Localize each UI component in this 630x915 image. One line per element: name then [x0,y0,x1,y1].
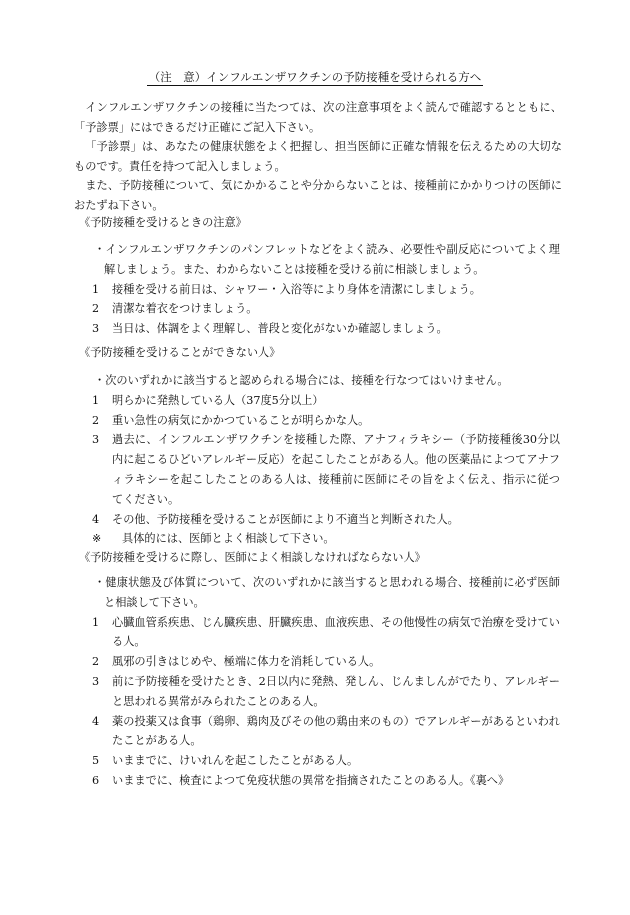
section1-item-number: 2 [92,302,100,316]
section3-item [90,672,560,712]
section2-item-text: 明らかに発熱している人（37度5分以上） [112,393,324,407]
section3-item-number: 4 [92,714,100,728]
section3-item-text: 薬の投薬又は食事（鶏卵、鶏肉及びその他の鶏由来のもの）でアレルギーがあるといわれたことがある人。 [112,714,560,748]
section3-item [90,751,560,771]
section1-item-number: 1 [92,282,100,296]
section2-item-number: 1 [92,393,100,407]
section1-body [90,240,560,339]
section3-body [90,573,560,791]
section1-heading: 《予防接種を受けるときの注意》 [79,216,247,229]
document-title [0,69,630,85]
section2-item [90,430,560,509]
section3-item [90,613,560,653]
section2-item-text: 過去に、インフルエンザワクチンを接種した際、アナフィラキシー（予防接種後30分以内に起こるひどいアレルギー反応）を起こしたことがある人。他の医薬品によつてアナフィラキシーを起こしたことのある人は、接種前に医師にその旨をよく伝え、指示に従つてください。 [112,433,560,506]
section2-item-text: その他、予防接種を受けることが医師により不適当と判断された人。 [112,512,459,526]
section1-bullet: ・インフルエンザワクチンのパンフレットなどをよく読み、必要性や副反応についてよく理解しましょう。また、わからないことは接種を受ける前に相談しましょう。 [94,243,560,276]
section2-item-number: 3 [92,433,100,447]
section3-item [90,652,560,672]
section3-item-number: 5 [92,754,100,768]
section3-item-text: いままでに、検査によつて免疫状態の異常を指摘されたことのある人。《裏へ》 [112,773,510,787]
section3-item-text: 前に予防接種を受けたとき、2日以内に発熱、発しん、じんましんがでたり、アレルギーと思われる異常がみられたことのある人。 [112,674,560,708]
section2-item [90,411,560,431]
intro-paragraphs [74,98,562,215]
section2-body [90,371,560,549]
section3-item-number: 6 [92,773,100,787]
section3-item [90,712,560,752]
section1-item-text: 当日は、体調をよく理解し、普段と変化がないか確認しましょう。 [112,322,448,336]
section2-item-number: 4 [92,512,100,526]
note-mark: ※ [92,532,102,546]
section1-item [90,299,560,319]
section3-item-text: 心臓血管系疾患、じん臓疾患、肝臓疾患、血液疾患、その他慢性の病気で治療を受けている人。 [112,615,560,649]
section1-item [90,280,560,300]
section3-item-text: 風邪の引きはじめや、極端に体力を消耗している人。 [112,655,381,669]
section3-bullet: ・健康状態及び体質について、次のいずれかに該当すると思われる場合、接種前に必ず医師と相談して下さい。 [94,576,560,609]
section2-item [90,510,560,530]
section3-item-number: 1 [92,615,100,629]
section1-item-number: 3 [92,322,100,336]
section2-note-text: 具体的には、医師とよく相談して下さい。 [122,532,335,546]
document-title-text: （注 意）インフルエンザワクチンの予防接種を受けられる方へ [148,70,482,84]
section2-item-number: 2 [92,413,100,427]
section2-item-text: 重い急性の病気にかかつていることが明らかな人。 [112,413,370,427]
section2-note [90,529,560,549]
section1-item-text: 接種を受ける前日は、シャワー・入浴等により身体を清潔にしましょう。 [112,282,481,296]
section3-heading: 《予防接種を受けるに際し、医師によく相談しなければならない人》 [79,551,426,564]
section2-item [90,391,560,411]
section3-item-text: いままでに、けいれんを起こしたことがある人。 [112,754,359,768]
intro-paragraph-2: 「予診票」は、あなたの健康状態をよく把握し、担当医師に正確な情報を伝えるための大切なものです。責任を持つて記入しましょう。 [74,140,562,173]
section1-item-text: 清潔な着衣をつけましょう。 [112,302,258,316]
intro-paragraph-1: インフルエンザワクチンの接種に当たつては、次の注意事項をよく読んで確認するとともに、「予診票」にはできるだけ正確にご記入下さい。 [74,101,562,134]
section2-bullet: ・次のいずれかに該当すると認められる場合には、接種を行なつてはいけません。 [94,374,509,387]
intro-paragraph-3: また、予防接種について、気にかかることや分からないことは、接種前にかかりつけの医師におたずね下さい。 [74,179,562,212]
section3-item-number: 3 [92,674,100,688]
section1-item [90,319,560,339]
section3-item [90,771,560,791]
section3-item-number: 2 [92,655,100,669]
section2-heading: 《予防接種を受けることができない人》 [79,346,281,359]
